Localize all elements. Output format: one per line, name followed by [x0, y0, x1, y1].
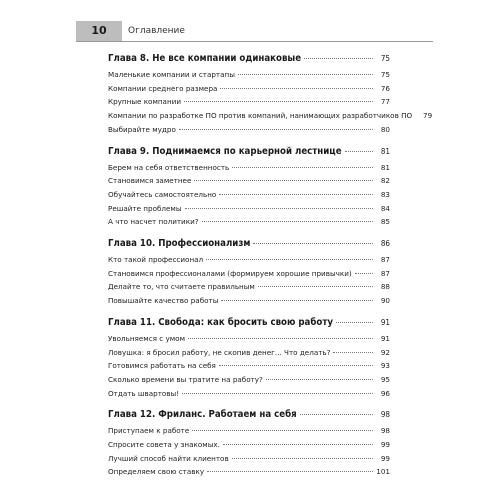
entry-page: 76 [380, 83, 390, 93]
entry-title: Компании по разработке ПО против компаний, нанимающих разработчиков ПО [108, 111, 413, 121]
entry-page: 87 [380, 255, 390, 265]
chapter-page: 86 [380, 239, 390, 249]
entry-title: Повышайте качество работы [108, 296, 219, 306]
entry-page: 101 [376, 467, 390, 477]
leader-dots [300, 414, 373, 415]
page-header [0, 0, 500, 45]
entry-page: 99 [380, 440, 390, 450]
entry-page: 90 [380, 296, 390, 306]
leader-dots [258, 286, 373, 287]
chapter-block [108, 52, 433, 137]
leader-dots [207, 471, 373, 472]
toc-entry[interactable] [108, 332, 390, 346]
entry-page: 91 [380, 333, 390, 343]
entry-page: 83 [380, 189, 390, 199]
entry-title: Решайте проблемы [108, 203, 182, 213]
chapter-heading[interactable] [108, 237, 390, 250]
toc-entry[interactable] [108, 188, 390, 202]
chapter-title: Глава 9. Поднимаемся по карьерной лестнице [108, 145, 342, 157]
entry-title: Приступаем к работе [108, 426, 190, 436]
leader-dots [345, 151, 373, 152]
leader-dots [206, 259, 373, 260]
chapter-heading[interactable] [108, 145, 390, 158]
leader-dots [355, 273, 373, 274]
toc-entry[interactable] [108, 123, 390, 137]
toc-entry[interactable] [108, 465, 390, 479]
entry-title: Становимся заметнее [108, 176, 192, 186]
entry-title: Отдать швартовы! [108, 388, 180, 398]
chapter-block [108, 145, 390, 230]
entry-title: Делайте то, что считаете правильным [108, 282, 255, 292]
leader-dots [221, 300, 373, 301]
chapter-title: Глава 8. Не все компании одинаковые [108, 53, 302, 64]
toc-entry[interactable] [108, 202, 390, 216]
chapter-heading[interactable] [108, 52, 390, 65]
table-of-contents [108, 52, 433, 487]
entry-title: Лучший способ найти клиентов [108, 453, 229, 463]
leader-dots [232, 458, 373, 459]
chapter-title: Глава 11. Свобода: как бросить свою работу [108, 316, 333, 328]
toc-entry[interactable] [108, 68, 390, 82]
chapter-page: 98 [380, 410, 390, 420]
leader-dots [184, 101, 373, 102]
leader-dots [304, 58, 373, 59]
entry-title: Выбирайте мудро [108, 124, 176, 134]
entry-page: 85 [380, 217, 390, 227]
toc-entry[interactable] [108, 82, 390, 96]
page-number: 10 [76, 21, 122, 41]
running-head: Оглавление [128, 26, 185, 36]
leader-dots [182, 393, 373, 394]
leader-dots [219, 194, 373, 195]
entry-title: Крупные компании [108, 97, 182, 107]
leader-dots [266, 379, 373, 380]
toc-entry[interactable] [108, 346, 390, 360]
entry-title: Спросите совета у знакомых. [108, 440, 220, 450]
leader-dots [238, 74, 373, 75]
chapter-block [108, 408, 390, 479]
chapter-page: 91 [380, 317, 390, 327]
entry-page: 98 [380, 426, 390, 436]
leader-dots [253, 243, 373, 244]
toc-entry[interactable] [108, 174, 390, 188]
toc-entry[interactable] [108, 109, 433, 123]
entry-title: Маленькие компании и стартапы [108, 70, 235, 79]
toc-entry[interactable] [108, 387, 390, 401]
chapter-heading[interactable] [108, 316, 390, 329]
leader-dots [179, 129, 373, 130]
chapter-title: Глава 12. Фриланс. Работаем на себя [108, 409, 297, 421]
entry-page: 80 [380, 124, 390, 134]
leader-dots [219, 365, 373, 366]
toc-entry[interactable] [108, 373, 390, 387]
entry-page: 93 [380, 361, 390, 371]
entry-title: Компании среднего размера [108, 83, 218, 93]
toc-entry[interactable] [108, 424, 390, 438]
entry-page: 79 [423, 111, 433, 121]
entry-title: А что насчет политики? [108, 217, 199, 227]
toc-entry[interactable] [108, 267, 390, 281]
toc-entry[interactable] [108, 161, 390, 175]
chapter-page: 75 [380, 54, 390, 63]
toc-entry[interactable] [108, 438, 390, 452]
leader-dots [202, 221, 373, 222]
chapter-block [108, 237, 390, 308]
entry-page: 88 [380, 282, 390, 292]
entry-page: 96 [380, 388, 390, 398]
entry-page: 84 [380, 203, 390, 213]
entry-title: Обучайтесь самостоятельно [108, 189, 217, 199]
toc-entry[interactable] [108, 280, 390, 294]
leader-dots [220, 88, 373, 89]
leader-dots [192, 430, 373, 431]
chapter-heading[interactable] [108, 408, 390, 421]
chapter-title: Глава 10. Профессионализм [108, 238, 251, 250]
leader-dots [188, 338, 373, 339]
entry-page: 87 [380, 268, 390, 278]
toc-entry[interactable] [108, 294, 390, 308]
entry-page: 77 [380, 97, 390, 107]
entry-title: Определяем свою ставку [108, 467, 205, 477]
entry-title: Готовимся работать на себя [108, 361, 216, 371]
leader-dots [223, 444, 373, 445]
entry-page: 95 [380, 374, 390, 384]
entry-title: Становимся профессионалами (формируем хорошие привычки) [108, 268, 352, 278]
toc-entry[interactable] [108, 452, 390, 466]
toc-entry[interactable] [108, 359, 390, 373]
leader-dots [194, 180, 373, 181]
entry-title: Ловушка: я бросил работу, не скопив денег... Что делать? [108, 347, 331, 357]
entry-page: 99 [380, 453, 390, 463]
leader-dots [185, 208, 373, 209]
entry-title: Берем на себя ответственность [108, 162, 230, 172]
entry-page: 75 [380, 70, 390, 79]
entry-page: 81 [380, 162, 390, 172]
toc-entry[interactable] [108, 215, 390, 229]
entry-page: 82 [380, 176, 390, 186]
header-rule [76, 41, 433, 42]
leader-dots [232, 167, 373, 168]
leader-dots [336, 322, 373, 323]
entry-title: Кто такой профессионал [108, 255, 204, 265]
toc-entry[interactable] [108, 253, 390, 267]
entry-title: Увольняемся с умом [108, 333, 186, 343]
leader-dots [333, 352, 373, 353]
toc-entry[interactable] [108, 95, 390, 109]
chapter-page: 81 [380, 146, 390, 156]
entry-title: Сколько времени вы тратите на работу? [108, 374, 263, 384]
entry-page: 92 [380, 347, 390, 357]
chapter-block [108, 316, 390, 401]
